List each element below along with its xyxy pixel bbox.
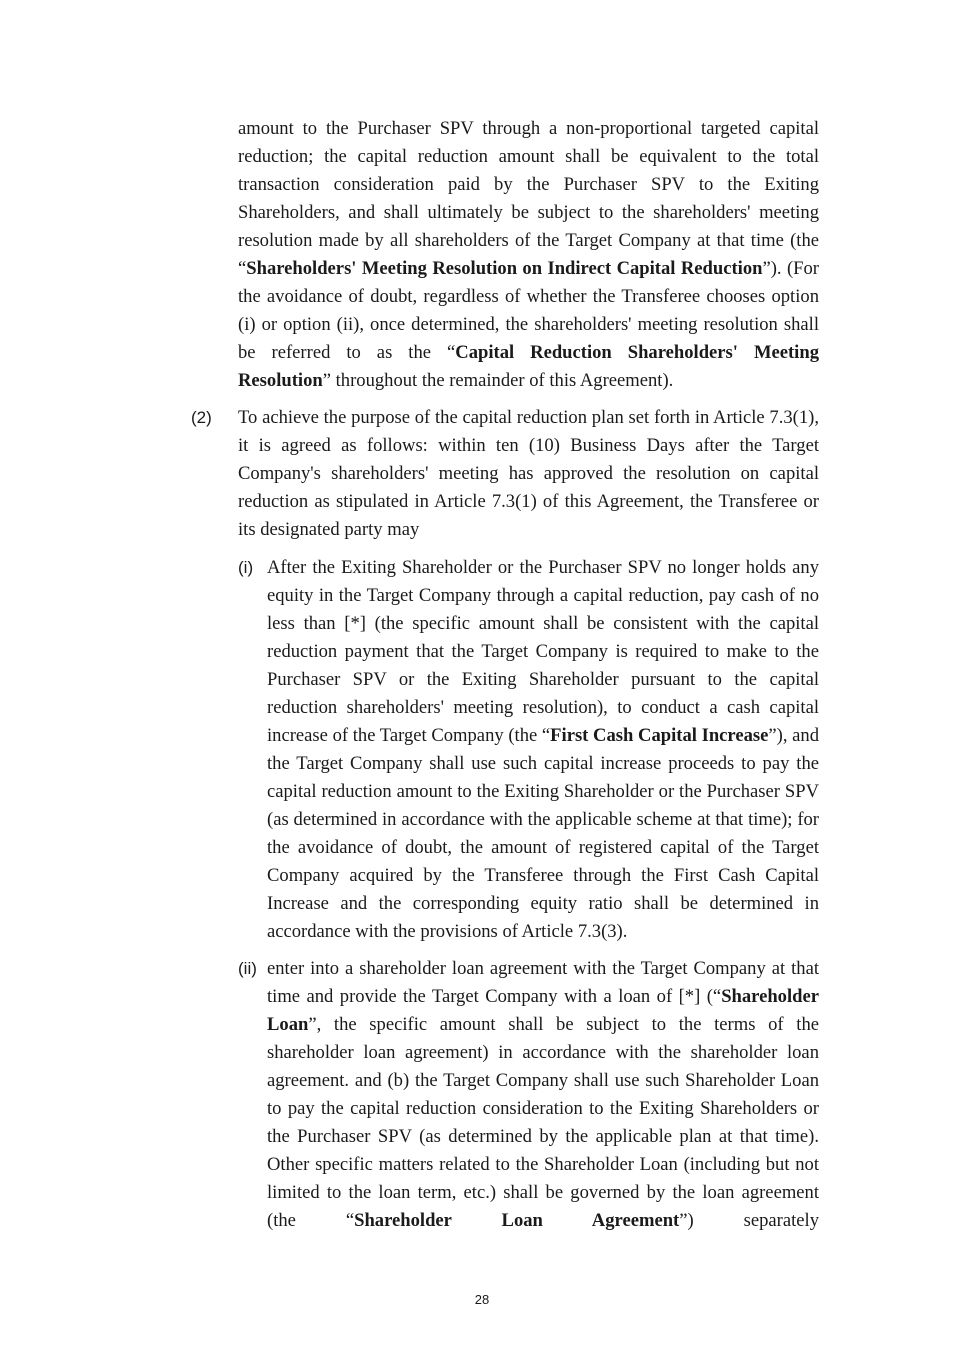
defined-term-capital-reduction-resolution: Capital Reduction Shareholders' Meeting Resolution [238,342,819,391]
defined-term-first-cash-capital-increase: First Cash Capital Increase [550,725,769,746]
page-number: 28 [474,1292,490,1307]
sub-clause-i-number: (i) [238,558,254,577]
sub-clause-ii-text-1: enter into a shareholder loan agreement with the Target Company at that time and provide the Target Company with a loan of [*] (“ [267,958,819,1007]
continuation-paragraph [238,115,819,395]
clause-2-text: To achieve the purpose of the capital reduction plan set forth in Article 7.3(1), it is agreed as follows: within ten (10) Business Days after the Target Company's shareholders' meeting has approved the resolution on capital reduction as stipulated in Article 7.3(1) of this Agreement, the Transferee or its designated party may [238,407,819,540]
sub-clause-ii-text-3: ”) separately [679,1210,819,1231]
sub-clause-ii-text-2: ”, the specific amount shall be subject to the terms of the shareholder loan agreement) in accordance with the shareholder loan agreement. and (b) the Target Company shall use such Shareholder Loan to pay the capital reduction consideration to the Exiting Shareholders or the Purchaser SPV (as determined by the applicable plan at that time). Other specific matters related to the Shareholder Loan (including but not limited to the loan term, etc.) shall be governed by the loan agreement (the “ [267,1014,819,1231]
clause-2-paragraph [238,404,819,544]
clause-2-number: (2) [191,408,212,427]
continuation-text-1: amount to the Purchaser SPV through a non-proportional targeted capital reduction; the capital reduction amount shall be equivalent to the total transaction consideration paid by the Purchaser SPV to the Exiting Shareholders, and shall ultimately be subject to the shareholders' meeting resolution made by all shareholders of the Target Company at that time (the “ [238,118,819,279]
continuation-text-2: ”). (For the avoidance of doubt, regardless of whether the Transferee chooses option (i) or option (ii), once determined, the shareholders' meeting resolution shall be referred to as the “ [238,258,819,363]
sub-clause-ii-paragraph [267,955,819,1235]
continuation-text-3: ” throughout the remainder of this Agreement). [322,370,674,391]
sub-clause-i-paragraph [267,554,819,946]
defined-term-shareholder-loan: Shareholder Loan [267,986,819,1035]
defined-term-indirect-capital-reduction: Shareholders' Meeting Resolution on Indirect Capital Reduction [246,258,763,279]
sub-clause-i-text-2: ”), and the Target Company shall use such capital increase proceeds to pay the capital reduction amount to the Exiting Shareholder or the Purchaser SPV (as determined in accordance with the applicable scheme at that time); for the avoidance of doubt, the amount of registered capital of the Target Company acquired by the Transferee through the First Cash Capital Increase and the corresponding equity ratio shall be determined in accordance with the provisions of Article 7.3(3). [267,725,819,942]
sub-clause-i-text-1: After the Exiting Shareholder or the Purchaser SPV no longer holds any equity in the Target Company through a capital reduction, pay cash of no less than [*] (the specific amount shall be consistent with the capital reduction payment that the Target Company is required to make to the Purchaser SPV or the Exiting Shareholder pursuant to the capital reduction shareholders' meeting resolution), to conduct a cash capital increase of the Target Company (the “ [267,557,819,746]
defined-term-shareholder-loan-agreement: Shareholder Loan Agreement [354,1210,680,1231]
sub-clause-ii-number: (ii) [238,959,257,978]
